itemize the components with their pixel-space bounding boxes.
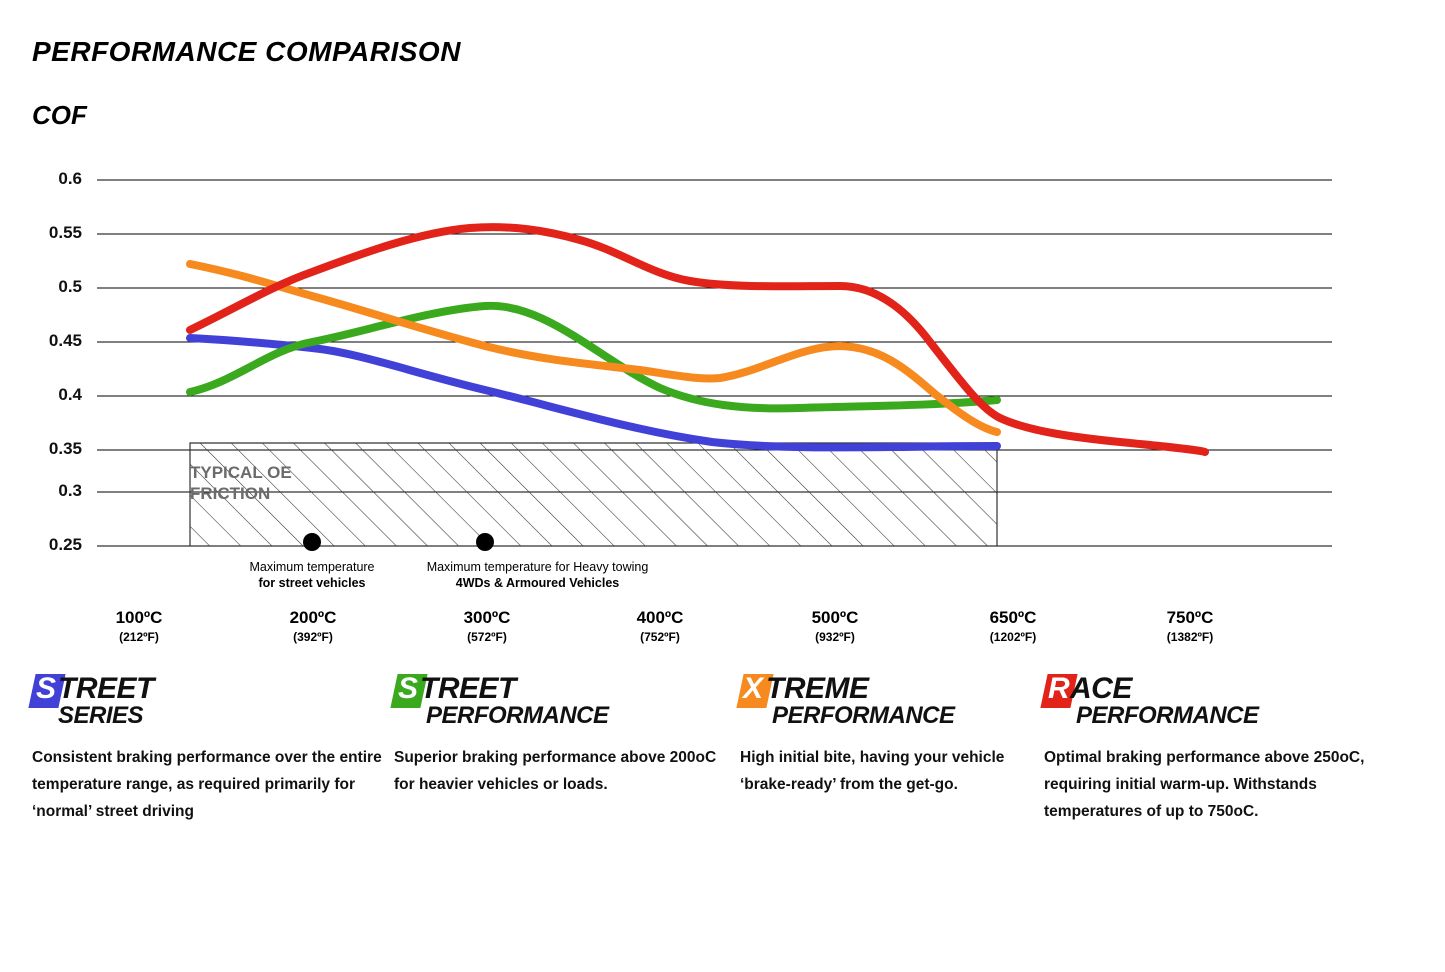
logo-word: ACE (1070, 672, 1132, 705)
y-axis-title: COF (32, 100, 87, 130)
logo-letter: X (743, 672, 763, 705)
annotation-dot-street-max-temp (303, 533, 321, 551)
x-tick-f-750c: (1382ºF) (1166, 630, 1214, 644)
logo-word: TREME (766, 672, 869, 705)
x-tick-label-400c: 400ºC (636, 608, 684, 627)
product-description: Optimal braking performance above 250oC, requiring initial warm-up. Withstands temperatures of up to 750oC. (1044, 749, 1365, 821)
annotation-towing-max-temp (355, 560, 720, 591)
x-tick-650c (938, 608, 1088, 644)
annotation-dot-towing-max-temp (476, 533, 494, 551)
typical-oe-friction-label-line1: TYPICAL OE (190, 463, 292, 482)
product-logo-street-series (32, 672, 382, 736)
product-description: Superior braking performance above 200oC for heavier vehicles or loads. (394, 749, 717, 794)
annotation-street-line1: Maximum temperature (249, 560, 375, 574)
typical-oe-friction-band (190, 443, 997, 546)
x-tick-label-300c: 300ºC (463, 608, 511, 627)
x-tick-label-500c: 500ºC (811, 608, 859, 627)
x-tick-label-100c: 100ºC (115, 608, 163, 627)
product-legend (0, 672, 1445, 962)
y-tick-7: 0.25 (48, 535, 82, 554)
logo-subword: PERFORMANCE (772, 702, 955, 729)
x-tick-label-200c: 200ºC (289, 608, 337, 627)
logo-letter: S (36, 672, 56, 705)
product-logo-xtreme-performance (740, 672, 1030, 736)
annotation-street-line2: for street vehicles (258, 575, 366, 590)
product-street-series (32, 672, 382, 825)
chart-svg (0, 150, 1445, 570)
x-tick-f-400c: (752ºF) (640, 630, 680, 644)
logo-subword: PERFORMANCE (426, 702, 609, 729)
product-logo-race-performance (1044, 672, 1374, 736)
x-tick-200c (238, 608, 388, 644)
x-tick-100c (64, 608, 214, 644)
annotation-towing-line2: 4WDs & Armoured Vehicles (455, 575, 620, 590)
x-tick-f-100c: (212ºF) (119, 630, 159, 644)
product-logo-street-performance (394, 672, 724, 736)
x-tick-f-500c: (932ºF) (815, 630, 855, 644)
logo-letter: R (1048, 672, 1070, 705)
y-tick-1: 0.55 (48, 223, 82, 242)
y-tick-5: 0.35 (48, 439, 82, 458)
page-title: PERFORMANCE COMPARISON (32, 36, 461, 67)
x-tick-label-650c: 650ºC (989, 608, 1037, 627)
x-tick-label-750c: 750ºC (1166, 608, 1214, 627)
x-tick-500c (760, 608, 910, 644)
logo-subword: SERIES (58, 702, 144, 729)
y-tick-6: 0.3 (58, 481, 82, 500)
logo-word: TREET (58, 672, 154, 705)
y-tick-0: 0.6 (58, 169, 82, 188)
x-tick-f-650c: (1202ºF) (989, 630, 1037, 644)
x-tick-300c (412, 608, 562, 644)
series-line-race-performance (190, 227, 1205, 452)
annotation-towing-line1: Maximum temperature for Heavy towing (426, 560, 649, 574)
x-tick-400c (585, 608, 735, 644)
y-tick-2: 0.5 (58, 277, 82, 296)
product-race-performance (1044, 672, 1374, 825)
logo-subword: PERFORMANCE (1076, 702, 1259, 729)
y-tick-3: 0.45 (48, 331, 82, 350)
x-tick-750c (1115, 608, 1265, 644)
logo-word: TREET (420, 672, 516, 705)
typical-oe-friction-label (190, 462, 292, 505)
x-tick-f-300c: (572ºF) (467, 630, 507, 644)
logo-letter: S (398, 672, 418, 705)
product-xtreme-performance (740, 672, 1030, 798)
chart-canvas (0, 150, 1445, 644)
typical-oe-friction-label-line2: FRICTION (190, 484, 271, 504)
product-description: High initial bite, having your vehicle ‘brake-ready’ from the get-go. (740, 749, 1005, 794)
y-tick-4: 0.4 (58, 385, 82, 404)
product-description: Consistent braking performance over the entire temperature range, as required primarily for ‘normal’ street driving (32, 749, 382, 821)
x-tick-f-200c: (392ºF) (293, 630, 333, 644)
product-street-performance (394, 672, 724, 798)
